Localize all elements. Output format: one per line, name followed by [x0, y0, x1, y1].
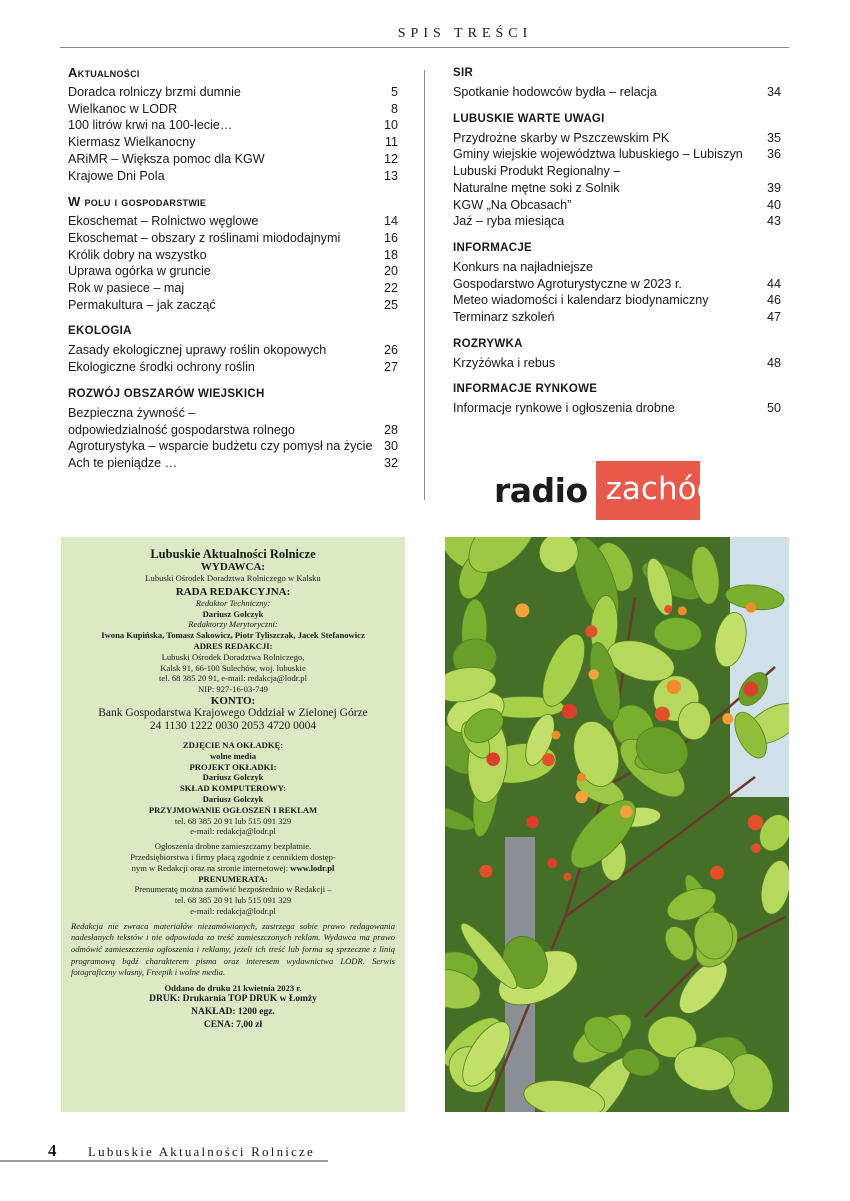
toc-section-heading: INFORMACJE	[453, 241, 533, 254]
toc-entry-page: 35	[766, 130, 781, 145]
toc-entry-title: Spotkanie hodowców bydła – relacja	[453, 85, 657, 99]
toc-entry-title: 100 litrów krwi na 100-lecie…	[68, 118, 233, 133]
ads-note	[71, 863, 395, 874]
berry-shape	[667, 680, 681, 694]
toc-section-heading: W polu i gospodarstwie	[68, 194, 207, 210]
toc-entry-title: Bezpieczna żywność –	[68, 405, 196, 420]
toc-entry[interactable]	[453, 213, 781, 230]
toc-entry[interactable]	[453, 276, 781, 293]
address-label: ADRES REDAKCJI:	[193, 640, 273, 651]
toc-entry[interactable]	[453, 84, 781, 101]
toc-entry-page: 30	[383, 439, 398, 454]
toc-entry-title: Agroturystyka – wsparcie budżetu czy pomysł na życie	[68, 439, 373, 454]
berry-shape	[576, 791, 588, 803]
toc-entry-page: 27	[383, 360, 398, 375]
berry-shape	[515, 603, 529, 617]
toc-left-column	[68, 66, 398, 483]
toc-entry-title: KGW „Na Obcasach”	[453, 197, 572, 212]
content-editors: Iwona Kupińska, Tomasz Sakowicz, Piotr Tyliszczak, Jacek Stefanowicz	[101, 630, 365, 641]
toc-entry-page: 39	[766, 180, 781, 195]
toc-section-heading: SIR	[453, 67, 474, 79]
berry-shape	[743, 682, 758, 697]
toc-entry[interactable]	[68, 117, 398, 134]
berry-shape	[655, 707, 670, 722]
toc-entry[interactable]	[453, 180, 781, 197]
toc-entry-title: Informacje rynkowe i ogłoszenia drobne	[453, 401, 675, 416]
toc-section-heading: INFORMACJE RYNKOWE	[453, 383, 598, 396]
berry-shape	[577, 773, 586, 782]
toc-entry-page: 8	[390, 101, 398, 116]
berry-shape	[722, 713, 733, 724]
toc-entry-title: Krzyżówka i rebus	[453, 355, 556, 370]
toc-entry-page: 5	[390, 85, 398, 99]
toc-entry-title: Ekoschemat – obszary z roślinami miododajnymi	[68, 230, 341, 245]
address-line: Kalsk 91, 66-100 Sulechów, woj. lubuskie	[160, 662, 306, 673]
toc-entry-page: 50	[766, 401, 781, 416]
toc-entry-title: Gospodarstwo Agroturystyczne w 2023 r.	[453, 276, 682, 291]
page-number: 4	[48, 1141, 57, 1160]
berry-shape	[748, 815, 763, 830]
toc-entry-title: Zasady ekologicznej uprawy roślin okopowych	[68, 343, 327, 358]
plant-photo	[445, 537, 789, 1112]
toc-entry-page: 32	[383, 455, 398, 470]
berry-shape	[751, 843, 761, 853]
cover-photo-label: ZDJĘCIE NA OKŁADKĘ:	[182, 739, 284, 750]
bank-name: Bank Gospodarstwa Krajowego Oddział w Zielonej Górze	[98, 706, 368, 719]
ads-note-text: nym w Redakcji oraz na stronie internetowej:	[131, 862, 291, 873]
toc-entry-page: 20	[383, 264, 398, 279]
toc-entry[interactable]	[68, 297, 398, 314]
toc-entry[interactable]	[68, 230, 398, 247]
toc-entry-title: Gminy wiejskie województwa lubuskiego – Lubiszyn	[453, 147, 743, 162]
berry-shape	[678, 606, 687, 615]
toc-section-heading: LUBUSKIE WARTE UWAGI	[453, 112, 605, 125]
toc-entry-page: 18	[383, 247, 398, 262]
toc-entry[interactable]	[453, 355, 781, 372]
ads-note: Przedsiębiorstwa i firmy płacą zgodnie z cennikiem dostęp-	[130, 851, 336, 862]
toc-entry[interactable]	[68, 101, 398, 118]
account-number: 24 1130 1222 0030 2053 4720 0004	[149, 719, 317, 732]
toc-section	[453, 337, 781, 372]
impressum-box	[61, 537, 405, 1112]
print-date: Oddano do druku 21 kwietnia 2023 r.	[164, 982, 302, 993]
toc-entry-page: 16	[383, 230, 398, 245]
content-editors-label: Redaktorzy Merytoryczni:	[188, 619, 278, 630]
toc-entry-title: Kiermasz Wielkanocny	[68, 135, 196, 150]
page-title: SPIS TREŚCI	[397, 26, 533, 41]
toc-entry[interactable]	[68, 151, 398, 168]
nip: NIP: 927-16-03-749	[198, 684, 268, 695]
berry-shape	[552, 731, 561, 740]
toc-entry-page: 22	[383, 281, 398, 296]
berry-shape	[585, 625, 597, 637]
toc-entry[interactable]	[68, 213, 398, 230]
toc-entry-title: Krajowe Dni Pola	[68, 168, 165, 183]
toc-entry[interactable]	[68, 168, 398, 185]
toc-entry-page: 12	[383, 151, 398, 166]
toc-entry-page: 40	[766, 197, 781, 212]
berry-shape	[480, 865, 493, 878]
toc-entry-page: 14	[383, 214, 398, 229]
toc-entry-title: Rok w pasiece – maj	[68, 281, 185, 296]
toc-entry[interactable]	[453, 163, 781, 180]
toc-entry[interactable]	[453, 130, 781, 147]
ads-email: e-mail: redakcja@lodr.pl	[190, 826, 276, 837]
toc-entry[interactable]	[68, 134, 398, 151]
typesetting: Dariusz Golczyk	[202, 793, 264, 804]
toc-section	[453, 66, 781, 101]
circulation: NAKŁAD: 1200 egz.	[191, 1007, 275, 1018]
publisher: Lubuski Ośrodek Doradztwa Rolniczego w Kalsku	[145, 573, 321, 583]
tech-editor: Dariusz Golczyk	[202, 608, 264, 619]
ads-note: Ogłoszenia drobne zamieszczamy bezpłatnie.	[154, 841, 312, 852]
subscription-label: PRENUMERATA:	[198, 873, 268, 884]
toc-entry[interactable]	[453, 146, 781, 163]
logo-word-radio: radio	[494, 471, 588, 510]
toc-entry[interactable]	[68, 263, 398, 280]
toc-section	[68, 324, 398, 375]
printer: DRUK: Drukarnia TOP DRUK w Łomży	[149, 994, 317, 1005]
berry-shape	[589, 669, 599, 679]
subscription-line: e-mail: redakcja@lodr.pl	[190, 905, 276, 916]
toc-entry-page: 25	[383, 297, 398, 312]
toc-entry-title: ARiMR – Większa pomoc dla KGW	[68, 151, 265, 166]
toc-entry[interactable]	[68, 280, 398, 297]
price: CENA: 7,00 zł	[203, 1020, 263, 1031]
cover-project: Dariusz Golczyk	[202, 772, 264, 783]
toc-section-heading: EKOLOGIA	[68, 325, 132, 338]
toc-entry[interactable]	[68, 84, 398, 101]
toc-entry-title: Przydrożne skarby w Pszczewskim PK	[453, 130, 670, 145]
magazine-name: Lubuskie Aktualności Rolnicze	[150, 547, 316, 561]
toc-entry-page: 34	[766, 85, 781, 99]
subscription-line: tel. 68 385 20 91 lub 515 091 329	[174, 895, 292, 906]
berry-shape	[746, 602, 757, 613]
editorial-notice: Redakcja nie zwraca materiałów niezamówionych, zastrzega sobie prawo redagowania nadesłanych tekstów i nie odpowiada za treść zamieszczonych reklam. Wydawca ma prawo odmówić zamieszczenia ogłoszenia i reklamy, jeżeli ich treść lub forma są sprzeczne z linią programową bądź charakterem pisma oraz interesem wydawnictwa LODR. Serwis fotograficzny własny, Freepik i wolne media.	[71, 920, 395, 978]
toc-entry-title: Ach te pieniądze …	[68, 455, 178, 470]
toc-entry-title: Ekologiczne środki ochrony roślin	[68, 360, 255, 375]
radio-zachod-logo	[494, 461, 717, 520]
account-label: KONTO:	[210, 694, 256, 707]
toc-entry[interactable]	[68, 422, 398, 439]
berry-shape	[562, 704, 577, 719]
toc-entry[interactable]	[68, 405, 398, 422]
footer-rule	[0, 1160, 328, 1162]
toc-entry-page: 48	[766, 355, 781, 370]
toc-entry-page: 13	[383, 168, 398, 183]
toc-entry-page: 28	[383, 422, 398, 437]
header-rule	[60, 47, 789, 48]
toc-entry-title: Jaź – ryba miesiąca	[453, 214, 565, 229]
toc-section-heading: ROZRYWKA	[453, 337, 523, 350]
toc-entry-page: 46	[766, 293, 781, 308]
publisher-label: WYDAWCA:	[200, 561, 266, 573]
cover-project-label: PROJEKT OKŁADKI:	[189, 761, 277, 772]
toc-entry-page: 44	[766, 276, 781, 291]
toc-section	[453, 382, 781, 417]
toc-section	[68, 387, 398, 472]
toc-entry-title: Terminarz szkoleń	[453, 310, 555, 325]
toc-entry-page: 11	[384, 135, 398, 150]
toc-entry-page: 10	[383, 118, 398, 133]
toc-entry-title: Konkurs na najładniejsze	[453, 259, 594, 274]
toc-entry-page: 43	[766, 214, 781, 229]
toc-entry-page: 26	[383, 343, 398, 358]
toc-entry-title: Meteo wiadomości i kalendarz biodynamiczny	[453, 293, 709, 308]
berry-shape	[620, 806, 633, 819]
ads-phone: tel. 68 385 20 91 lub 515 091 329	[174, 815, 292, 826]
ads-label: PRZYJMOWANIE OGŁOSZEŃ I REKLAM	[148, 804, 318, 815]
toc-entry[interactable]	[453, 197, 781, 214]
toc-entry-title: Uprawa ogórka w gruncie	[68, 264, 211, 279]
berry-shape	[710, 866, 724, 880]
toc-section	[453, 241, 781, 326]
toc-entry[interactable]	[68, 455, 398, 472]
logo-word-zachod: zachód	[596, 461, 700, 520]
toc-entry[interactable]	[453, 400, 781, 417]
toc-section-heading: ROZWÓJ OBSZARÓW WIEJSKICH	[68, 387, 265, 400]
cover-photo: wolne media	[209, 750, 257, 761]
toc-entry[interactable]	[68, 359, 398, 376]
toc-entry-page: 36	[766, 147, 781, 162]
berry-shape	[542, 753, 555, 766]
toc-entry[interactable]	[68, 438, 398, 455]
toc-entry-page: 47	[766, 310, 781, 325]
toc-entry-title: Lubuski Produkt Regionalny –	[453, 164, 621, 179]
berry-shape	[486, 752, 500, 766]
toc-entry[interactable]	[453, 309, 781, 326]
column-divider	[424, 70, 425, 500]
address-line: tel. 68 385 20 91, e-mail: redakcja@lodr.pl	[158, 673, 307, 684]
typesetting-label: SKŁAD KOMPUTEROWY:	[180, 783, 286, 794]
board-label: RADA REDAKCYJNA:	[175, 585, 291, 598]
toc-entry[interactable]	[68, 247, 398, 264]
berry-shape	[547, 858, 557, 868]
toc-entry-title: odpowiedzialność gospodarstwa rolnego	[68, 422, 295, 437]
toc-entry-title: Doradca rolniczy brzmi dumnie	[68, 85, 241, 99]
toc-entry-title: Naturalne mętne soki z Solnik	[453, 180, 620, 195]
toc-entry-title: Permakultura – jak zacząć	[68, 297, 216, 312]
berry-shape	[526, 816, 539, 829]
berry-shape	[664, 605, 672, 613]
toc-entry[interactable]	[68, 342, 398, 359]
toc-entry-title: Królik dobry na wszystko	[68, 247, 207, 262]
toc-section	[68, 66, 398, 184]
toc-section-heading: Aktualności	[68, 65, 140, 80]
toc-section	[453, 112, 781, 230]
toc-section	[68, 195, 398, 313]
toc-entry-title: Ekoschemat – Rolnictwo węglowe	[68, 214, 259, 229]
toc-entry[interactable]	[453, 292, 781, 309]
berry-shape	[563, 873, 571, 881]
toc-entry-title: Wielkanoc w LODR	[68, 101, 178, 116]
subscription-line: Prenumeratę można zamówić bezpośrednio w Redakcji –	[134, 884, 332, 895]
address-line: Lubuski Ośrodek Doradztwa Rolniczego,	[161, 651, 305, 662]
tech-editor-label: Redaktor Techniczny:	[195, 597, 271, 608]
toc-right-column	[453, 66, 781, 428]
website-link: www.lodr.pl	[290, 862, 335, 873]
toc-entry[interactable]	[453, 259, 781, 276]
footer-magazine-title: Lubuskie Aktualności Rolnicze	[88, 1144, 315, 1159]
